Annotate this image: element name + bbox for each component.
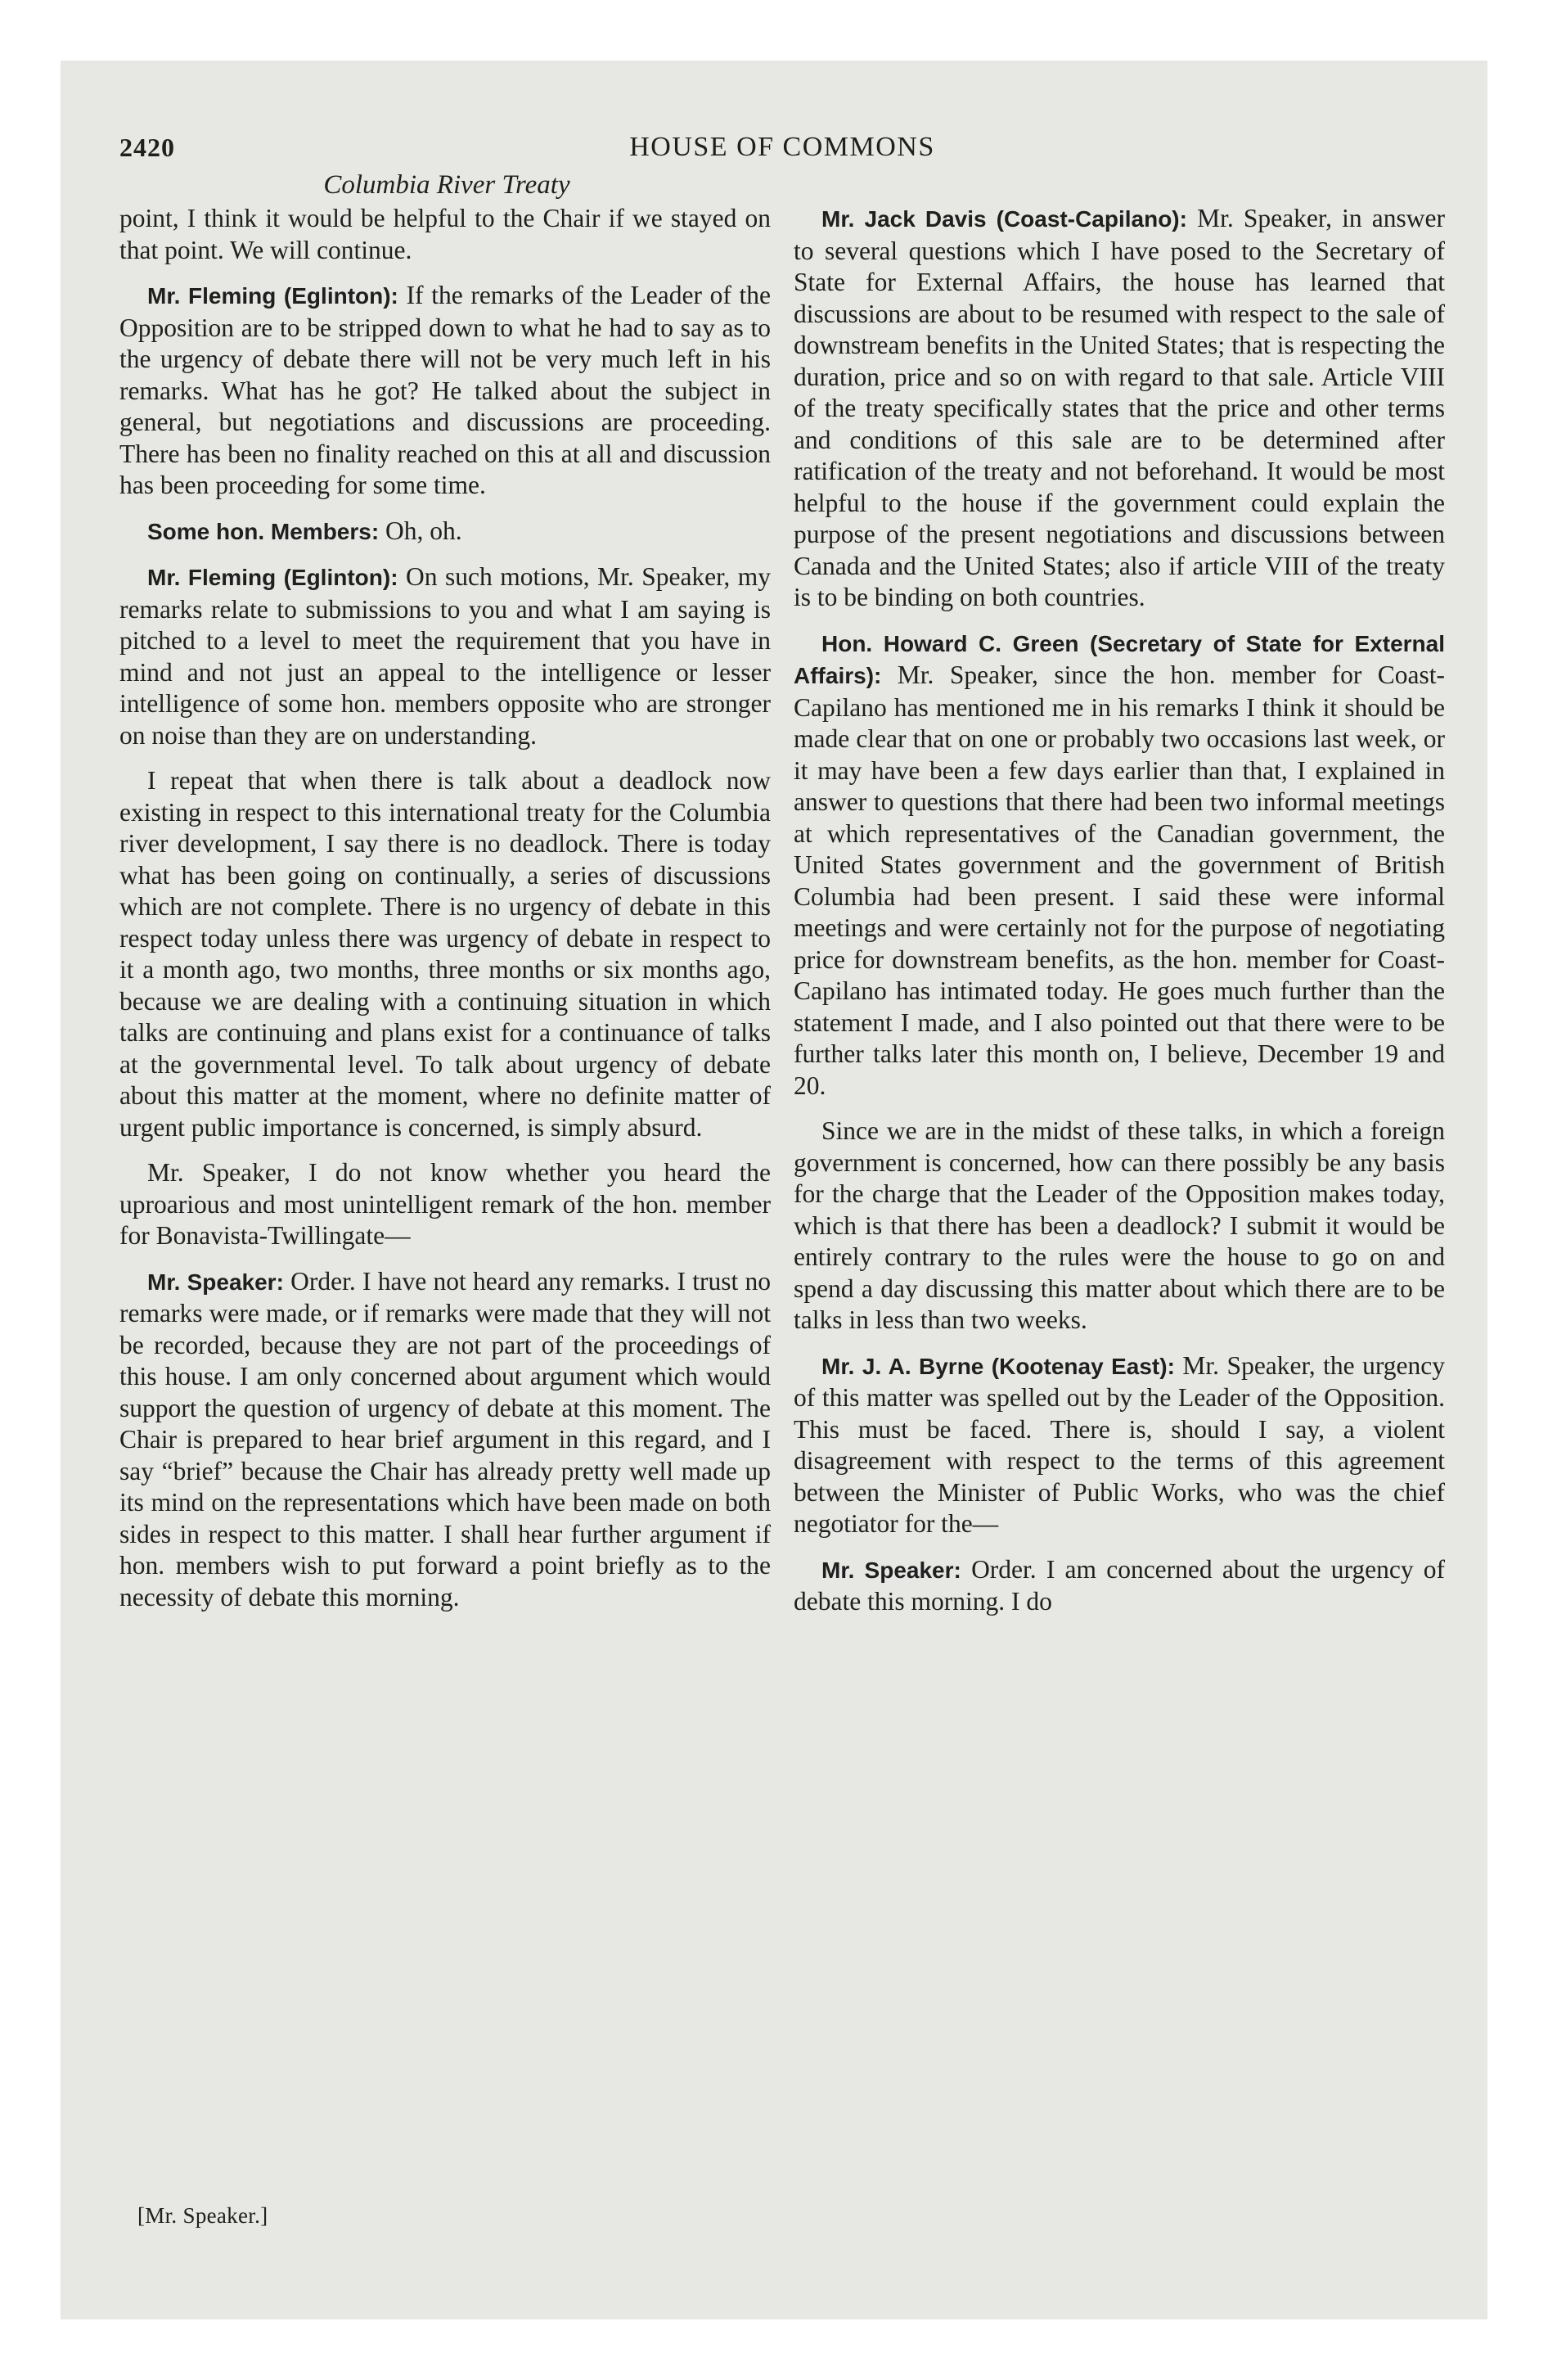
speaker-name: Mr. Speaker: <box>147 1269 284 1295</box>
paragraph-text: Mr. Speaker, the urgency of this matter was spelled out by the Leader of the Opposition. This must be faced. There is, should I say, a violent disagreement with respect to the terms of this agreement between the Minister of Public Works, who was the chief negotiator for the— <box>794 1350 1445 1538</box>
left-column <box>119 203 771 1627</box>
speaker-name: Mr. Fleming (Eglinton): <box>147 565 398 590</box>
footer-note: [Mr. Speaker.] <box>137 2203 268 2228</box>
paragraph <box>119 203 771 266</box>
paragraph <box>119 516 771 548</box>
paragraph <box>794 203 1445 614</box>
paragraph <box>119 280 771 502</box>
page-header <box>119 131 1445 172</box>
paragraph-text: Mr. Speaker, I do not know whether you heard the uproarious and most unintelligent remark of the hon. member for Bonavista-Twillingate— <box>119 1158 771 1250</box>
speaker-name: Mr. Speaker: <box>821 1557 961 1583</box>
paragraph-text: I repeat that when there is talk about a deadlock now existing in respect to this international treaty for the Columbia river development, I say there is no deadlock. There is today what has been going on continually, a series of discussions which are not complete. There is no urgency of debate in this respect today unless there was urgency of debate in respect to it a month ago, two months, three months or six months ago, because we are dealing with a continuing situation in which talks are continuing and plans exist for a continuance of talks at the governmental level. To talk about urgency of debate about this matter at the moment, where no definite matter of urgent public importance is concerned, is simply absurd. <box>119 766 771 1142</box>
paragraph-text: Oh, oh. <box>385 516 462 545</box>
paragraph-text: Order. I have not heard any remarks. I trust no remarks were made, or if remarks were made that they will not be recorded, because they are not part of the proceedings of this house. I am only concerned about argument which would support the question of urgency of debate at this moment. The Chair is prepared to hear brief argument in this regard, and I say “brief” because the Chair has already pretty well made up its mind on the representations which have been made on both sides in respect to this matter. I shall hear further argument if hon. members wish to put forward a point briefly as to the necessity of debate this morning. <box>119 1266 771 1611</box>
page-number: 2420 <box>119 133 175 162</box>
paragraph <box>794 1350 1445 1540</box>
right-column <box>794 203 1445 1632</box>
paragraph-text: Mr. Speaker, since the hon. member for Coast-Capilano has mentioned me in his remarks I think it should be made clear that on one or probably two occasions last week, or it may have been a few days earlier than that, I explained in answer to questions that there had been two informal meetings at which representatives of the Canadian government, the United States government and the government of British Columbia had been present. I said these were informal meetings and were certainly not for the purpose of negotiating price for downstream benefits, as the hon. member for Coast-Capilano has intimated today. He goes much further than the statement I made, and I also pointed out that there were to be further talks later this month on, I believe, December 19 and 20. <box>794 660 1445 1100</box>
speaker-name: Mr. Fleming (Eglinton): <box>147 283 398 309</box>
paragraph <box>119 1266 771 1614</box>
paragraph <box>119 765 771 1143</box>
paragraph <box>119 561 771 751</box>
paragraph-text: If the remarks of the Leader of the Opposition are to be stripped down to what he had to say as to the urgency of debate there will not be very much left in his remarks. What has he got? He talked about the subject in general, but negotiations and discussions are proceeding. There has been no finality reached on this at all and discussion has been proceeding for some time. <box>119 281 772 499</box>
paragraph-text: point, I think it would be helpful to the Chair if we stayed on that point. We will continue. <box>119 204 771 264</box>
section-subhead: Columbia River Treaty <box>323 170 570 200</box>
speaker-name: Mr. J. A. Byrne (Kootenay East): <box>821 1353 1175 1379</box>
paragraph-text: On such motions, Mr. Speaker, my remarks relate to submissions to you and what I am saying is pitched to a level to meet the requirement that you have in mind and not just an appeal to the intelligence or lesser intelligence of some hon. members opposite who are stronger on noise than they are on understanding. <box>119 562 771 750</box>
paragraph-text: Mr. Speaker, in answer to several questions which I have posed to the Secretary of State for External Affairs, the house has learned that discussions are about to be resumed with respect to the sale of downstream benefits in the United States; that is respecting the duration, price and so on with regard to that sale. Article VIII of the treaty specifically states that the price and other terms and conditions of this sale are to be determined after ratification of the treaty and not beforehand. It would be most helpful to the house if the government could explain the purpose of the present negotiations and discussions between Canada and the United States; also if article VIII of the treaty is to be binding on both countries. <box>794 204 1445 611</box>
paragraph-text: Order. I am concerned about the urgency of debate this morning. I do <box>794 1554 1446 1616</box>
paragraph <box>794 1116 1445 1336</box>
paragraph <box>119 1157 771 1252</box>
paragraph <box>794 628 1445 1102</box>
speaker-name: Hon. Howard C. Green (Secretary of State for External Affairs): <box>794 630 1445 688</box>
speaker-name: Mr. Jack Davis (Coast-Capilano): <box>821 206 1187 232</box>
paragraph-text: Since we are in the midst of these talks, in which a foreign government is concerned, how can there possibly be any basis for the charge that the Leader of the Opposition makes today, which is that there has been a deadlock? I submit it would be entirely contrary to the rules were the house to go on and spend a day discussing this matter about which there are to be talks in less than two weeks. <box>794 1116 1445 1334</box>
paragraph <box>794 1554 1445 1618</box>
speaker-name: Some hon. Members: <box>147 518 380 544</box>
running-head: HOUSE OF COMMONS <box>629 132 935 162</box>
